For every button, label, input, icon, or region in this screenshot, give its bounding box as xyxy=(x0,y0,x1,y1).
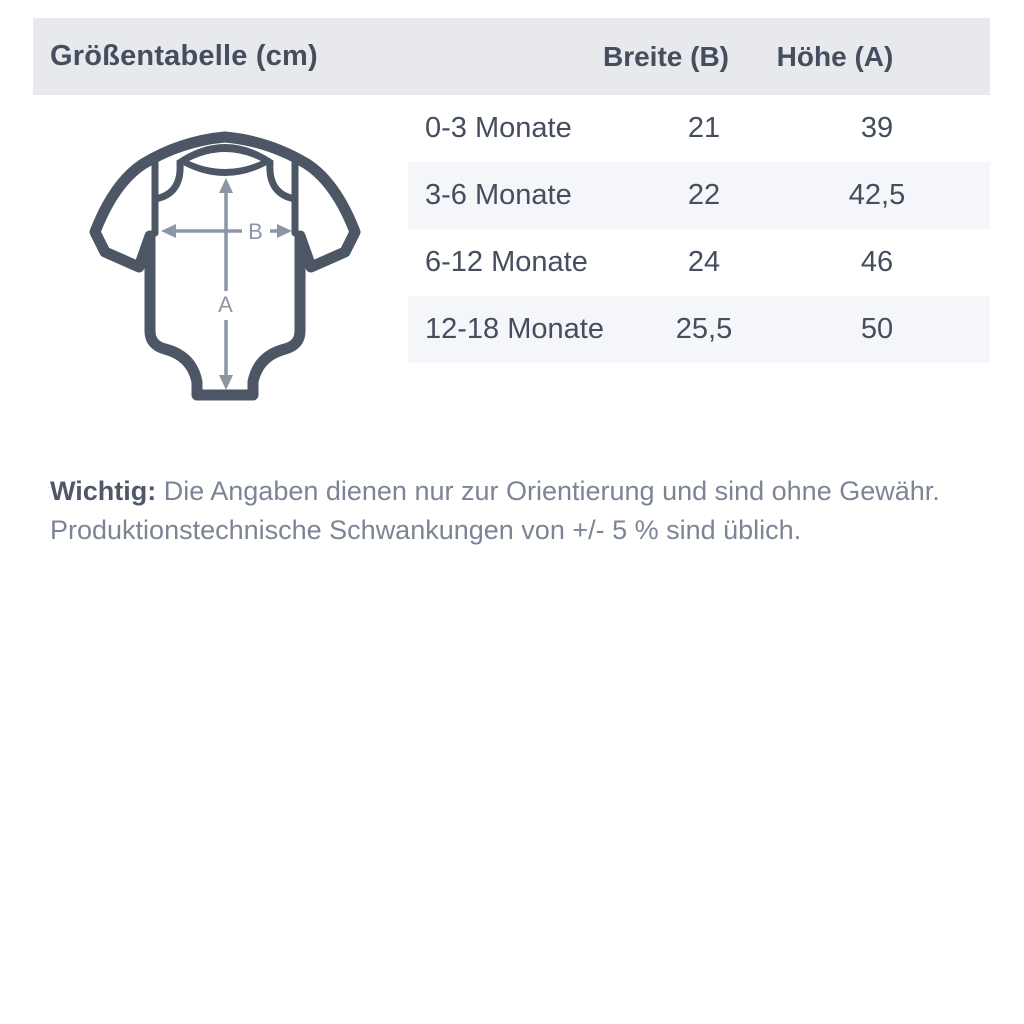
disclaimer-note xyxy=(50,472,970,550)
size-label: 3-6 Monate xyxy=(425,179,572,211)
width-value: 25,5 xyxy=(675,313,733,345)
height-arrow-label: A xyxy=(218,292,234,317)
page-title: Größentabelle (cm) xyxy=(50,40,318,72)
height-value: 50 xyxy=(860,313,894,345)
table-row xyxy=(408,162,990,229)
table-row xyxy=(408,95,990,162)
height-value: 46 xyxy=(860,246,894,278)
width-value: 22 xyxy=(687,179,721,211)
column-header-height: Höhe (A) xyxy=(776,40,894,72)
baby-bodysuit-icon xyxy=(82,130,368,410)
size-table-rows xyxy=(408,95,990,363)
height-value: 39 xyxy=(860,112,894,144)
column-header-width: Breite (B) xyxy=(602,40,730,72)
size-label: 0-3 Monate xyxy=(425,112,572,144)
disclaimer-note-bold: Wichtig: xyxy=(50,476,157,506)
table-header xyxy=(33,18,990,95)
size-label: 6-12 Monate xyxy=(425,246,588,278)
table-row xyxy=(408,296,990,363)
disclaimer-note-line1: Die Angaben dienen nur zur Orientierung und sind ohne Gewähr. xyxy=(156,476,940,506)
width-value: 21 xyxy=(687,112,721,144)
height-value: 42,5 xyxy=(848,179,906,211)
disclaimer-note-line2: Produktionstechnische Schwankungen von +/- 5 % sind üblich. xyxy=(50,515,802,545)
table-row xyxy=(408,229,990,296)
width-value: 24 xyxy=(687,246,721,278)
width-arrow-label: B xyxy=(248,219,264,244)
baby-bodysuit-diagram xyxy=(82,130,368,410)
size-label: 12-18 Monate xyxy=(425,313,604,345)
